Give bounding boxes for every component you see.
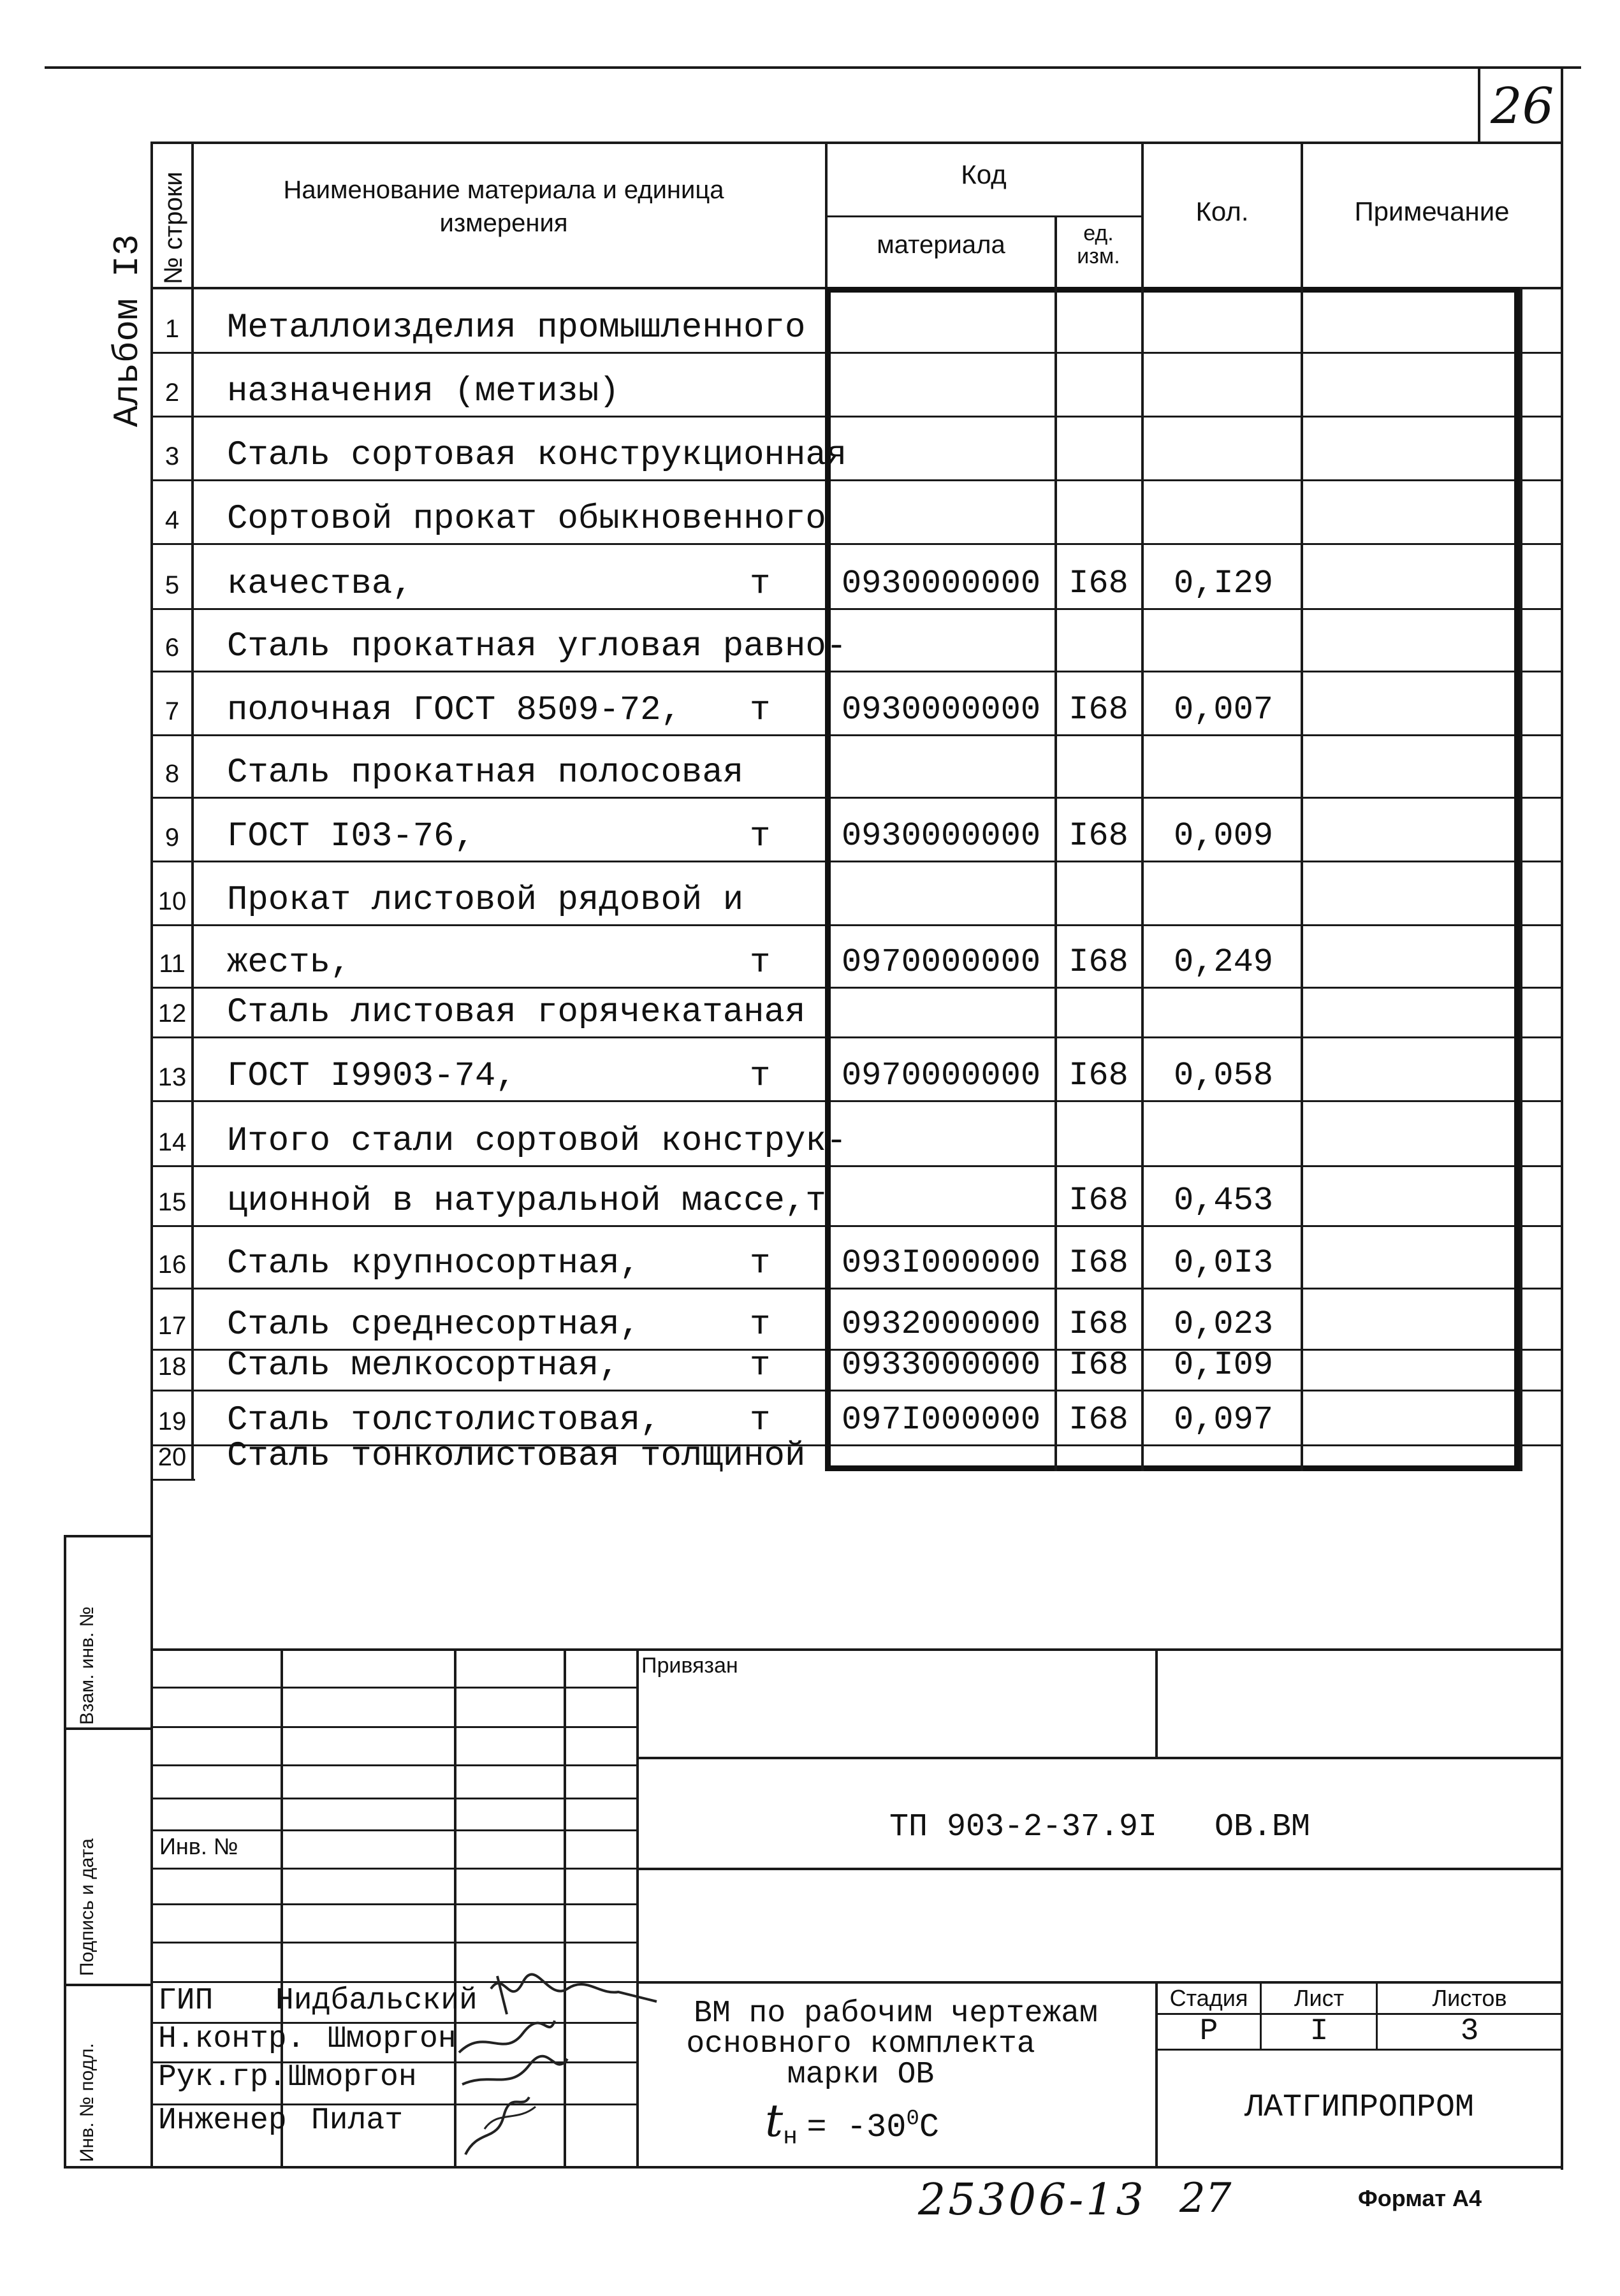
row-qty: 0,023	[1173, 1305, 1274, 1343]
tb-left-h5	[150, 1829, 639, 1831]
tb-stage-h2	[1155, 2049, 1563, 2051]
row-ed: I68	[1069, 1244, 1128, 1282]
listov-value: 3	[1460, 2014, 1479, 2049]
side-sep-2	[64, 1984, 153, 1986]
qty-header: Кол.	[1195, 196, 1249, 226]
stadiya-header: Стадия	[1169, 1985, 1248, 2011]
stadiya-value: Р	[1199, 2014, 1218, 2049]
row-name: полочная ГОСТ 8509-72,	[227, 691, 682, 730]
col-code-divider	[1054, 217, 1057, 289]
row-unit: т	[750, 1244, 771, 1283]
temp-subscript: н	[783, 2123, 798, 2151]
listov-header: Листов	[1432, 1985, 1507, 2011]
row-number: 19	[157, 1407, 187, 1435]
row-number: 7	[164, 697, 180, 725]
page-number: 26	[1491, 78, 1554, 135]
row-name: Сталь листовая горячекатаная	[227, 993, 806, 1032]
album-label: Альбом I3	[107, 234, 148, 427]
row-unit: т	[750, 691, 771, 730]
data-block-border	[825, 287, 1520, 1471]
inv-podl-label: Инв. № подл.	[77, 2043, 98, 2162]
row-number: 14	[157, 1128, 187, 1156]
tb-left-h8	[150, 1942, 639, 1944]
row-qty: 0,007	[1173, 691, 1274, 729]
row-name: Металлоизделия промышленного	[227, 309, 806, 347]
body-col-code	[1054, 287, 1057, 1471]
list-header: Лист	[1294, 1985, 1345, 2011]
staff-role: Рук.гр.	[158, 2060, 287, 2095]
tb-code-bottom	[636, 1868, 1563, 1870]
row-ed: I68	[1069, 1057, 1128, 1094]
inv-no-label: Инв. №	[159, 1833, 238, 1859]
row-number: 11	[159, 950, 186, 978]
top-rule	[45, 66, 1581, 69]
list-value: I	[1310, 2014, 1329, 2049]
side-strip-top	[64, 1535, 153, 1537]
staff-name: Шморгон	[288, 2060, 417, 2095]
row-ed: I68	[1069, 817, 1128, 855]
row-name: ГОСТ I9903-74,	[227, 1057, 516, 1096]
body-col-qty	[1301, 287, 1303, 1471]
page-number-box-left	[1478, 66, 1480, 143]
tb-left-h1	[150, 1687, 639, 1689]
row-name: качества,	[227, 565, 413, 604]
body-col-note	[1520, 287, 1522, 1471]
podpis-label: Подпись и дата	[77, 1838, 98, 1976]
row-number: 13	[157, 1063, 187, 1091]
row-name: Сортовой прокат обыкновенного	[227, 500, 826, 539]
temp-symbol: t	[765, 2095, 784, 2147]
row-qty: 0,I09	[1173, 1346, 1274, 1384]
row-ed: I68	[1069, 943, 1128, 981]
row-number: 1	[164, 315, 180, 343]
handwritten-number: 25306-13	[918, 2175, 1146, 2225]
material-header: материала	[877, 231, 1005, 259]
row-number: 5	[164, 571, 180, 599]
row-number: 12	[157, 999, 187, 1028]
row-name: Итого стали сортовой конструк-	[227, 1122, 847, 1161]
row-name: Сталь среднесортная,	[227, 1305, 641, 1344]
tb-desc-top	[636, 1981, 1563, 1984]
table-bottom	[150, 1479, 195, 1481]
staff-role: ГИП	[158, 1984, 214, 2018]
body-col-ed	[1141, 287, 1144, 1471]
row-name: Сталь толстолистовая,	[227, 1401, 661, 1440]
name-header: Наименование материала и единица измерения	[283, 176, 724, 237]
row-name: Сталь сортовая конструкционная	[227, 436, 847, 475]
handwritten-number-2: 27	[1179, 2175, 1232, 2222]
tb-left-h3	[150, 1764, 639, 1766]
row-code: 0930000000	[841, 817, 1041, 855]
note-header: Примечание	[1354, 196, 1510, 226]
staff-role: Н.контр.	[158, 2022, 305, 2056]
row-number: 20	[157, 1443, 187, 1471]
row-number: 4	[164, 506, 180, 534]
row-name: Прокат листовой рядовой и	[227, 881, 744, 920]
row-qty: 0,058	[1173, 1057, 1274, 1094]
staff-name: Шморгон	[328, 2022, 456, 2056]
row-number: 2	[164, 379, 180, 407]
row-name: Сталь тонколистовая толщиной	[227, 1437, 806, 1476]
temp-degree: 0	[906, 2107, 919, 2132]
row-qty: 0,249	[1173, 943, 1274, 981]
row-number: 18	[157, 1353, 187, 1381]
row-unit: т	[750, 1057, 771, 1096]
row-code: 0932000000	[841, 1305, 1041, 1343]
row-code: 0930000000	[841, 691, 1041, 729]
tb-left-h4	[150, 1798, 639, 1799]
row-name: жесть,	[227, 943, 351, 982]
header-top	[150, 142, 1563, 144]
row-name: Сталь прокатная угловая равно-	[227, 627, 847, 666]
row-qty: 0,0I3	[1173, 1244, 1274, 1282]
side-bottom	[64, 2166, 1563, 2169]
frame-right	[1561, 66, 1563, 2170]
row-code: 0930000000	[841, 565, 1041, 602]
row-name: Сталь крупносортная,	[227, 1244, 641, 1283]
format-label: Формат А4	[1358, 2185, 1482, 2211]
description-line-2: основного комплекта	[686, 2027, 1035, 2061]
side-sep-1	[64, 1727, 153, 1730]
tb-privyazan-bottom	[636, 1757, 1563, 1759]
row-name: Сталь мелкосортная,	[227, 1346, 620, 1385]
row-unit: т	[750, 565, 771, 604]
row-name: ционной в натуральной массе,т	[227, 1182, 826, 1221]
description-line-1: ВМ по рабочим чертежам	[694, 1996, 1098, 2031]
side-strip-left	[64, 1535, 66, 2169]
row-ed: I68	[1069, 565, 1128, 602]
organization: ЛАТГИПРОПРОМ	[1244, 2089, 1475, 2126]
privyazan-label: Привязан	[641, 1653, 738, 1678]
tb-stage-v2	[1376, 1981, 1378, 2050]
row-code: 093I000000	[841, 1244, 1041, 1282]
row-unit: т	[750, 817, 771, 856]
staff-name: Нидбальский	[275, 1984, 478, 2018]
temp-value: = -30	[806, 2109, 907, 2146]
row-qty: 0,009	[1173, 817, 1274, 855]
row-unit: т	[750, 1305, 771, 1344]
tb-left-h6	[150, 1868, 639, 1870]
row-qty: 0,453	[1173, 1182, 1274, 1219]
row-code: 0933000000	[841, 1346, 1041, 1384]
staff-role: Инженер	[158, 2103, 287, 2138]
unit-header: ед. изм.	[1077, 221, 1120, 268]
row-unit: т	[750, 1346, 771, 1385]
row-number: 10	[157, 887, 187, 915]
row-unit: т	[750, 1401, 771, 1440]
row-number: 9	[164, 824, 180, 852]
tb-stage-v1	[1260, 1981, 1262, 2050]
staff-name: Пилат	[311, 2103, 404, 2138]
document-code: ТП 903-2-37.9I ОВ.ВМ	[889, 1809, 1311, 1845]
tb-left-h7	[150, 1903, 639, 1905]
row-number: 3	[164, 442, 180, 470]
row-qty: 0,I29	[1173, 565, 1274, 602]
code-header: Код	[961, 159, 1007, 189]
tb-top	[150, 1648, 1563, 1651]
row-number: 16	[157, 1251, 187, 1279]
vzam-label: Взам. инв. №	[77, 1606, 98, 1725]
tb-privyazan-right	[1155, 1648, 1158, 1757]
description-line-3: марки ОВ	[787, 2058, 935, 2092]
row-number: 15	[157, 1188, 187, 1216]
row-code: 097I000000	[841, 1401, 1041, 1439]
row-ed: I68	[1069, 1346, 1128, 1384]
row-number: 6	[164, 634, 180, 662]
row-ed: I68	[1069, 1401, 1128, 1439]
tb-left-h2	[150, 1726, 639, 1728]
code-subheader-line	[825, 215, 1142, 217]
row-name: Сталь прокатная полосовая	[227, 753, 744, 792]
design-temperature	[765, 2095, 939, 2151]
row-qty: 0,097	[1173, 1401, 1274, 1439]
row-unit: т	[750, 943, 771, 982]
row-name: назначения (метизы)	[227, 372, 620, 411]
row-number: 8	[164, 760, 180, 788]
row-code: 0970000000	[841, 1057, 1041, 1094]
row-code: 0970000000	[841, 943, 1041, 981]
row-ed: I68	[1069, 1305, 1128, 1343]
row-name: ГОСТ I03-76,	[227, 817, 475, 856]
row-number: 17	[157, 1312, 187, 1340]
row-ed: I68	[1069, 691, 1128, 729]
row-ed: I68	[1069, 1182, 1128, 1219]
row-number-header: № строки	[159, 171, 187, 284]
temp-unit: С	[919, 2109, 940, 2146]
